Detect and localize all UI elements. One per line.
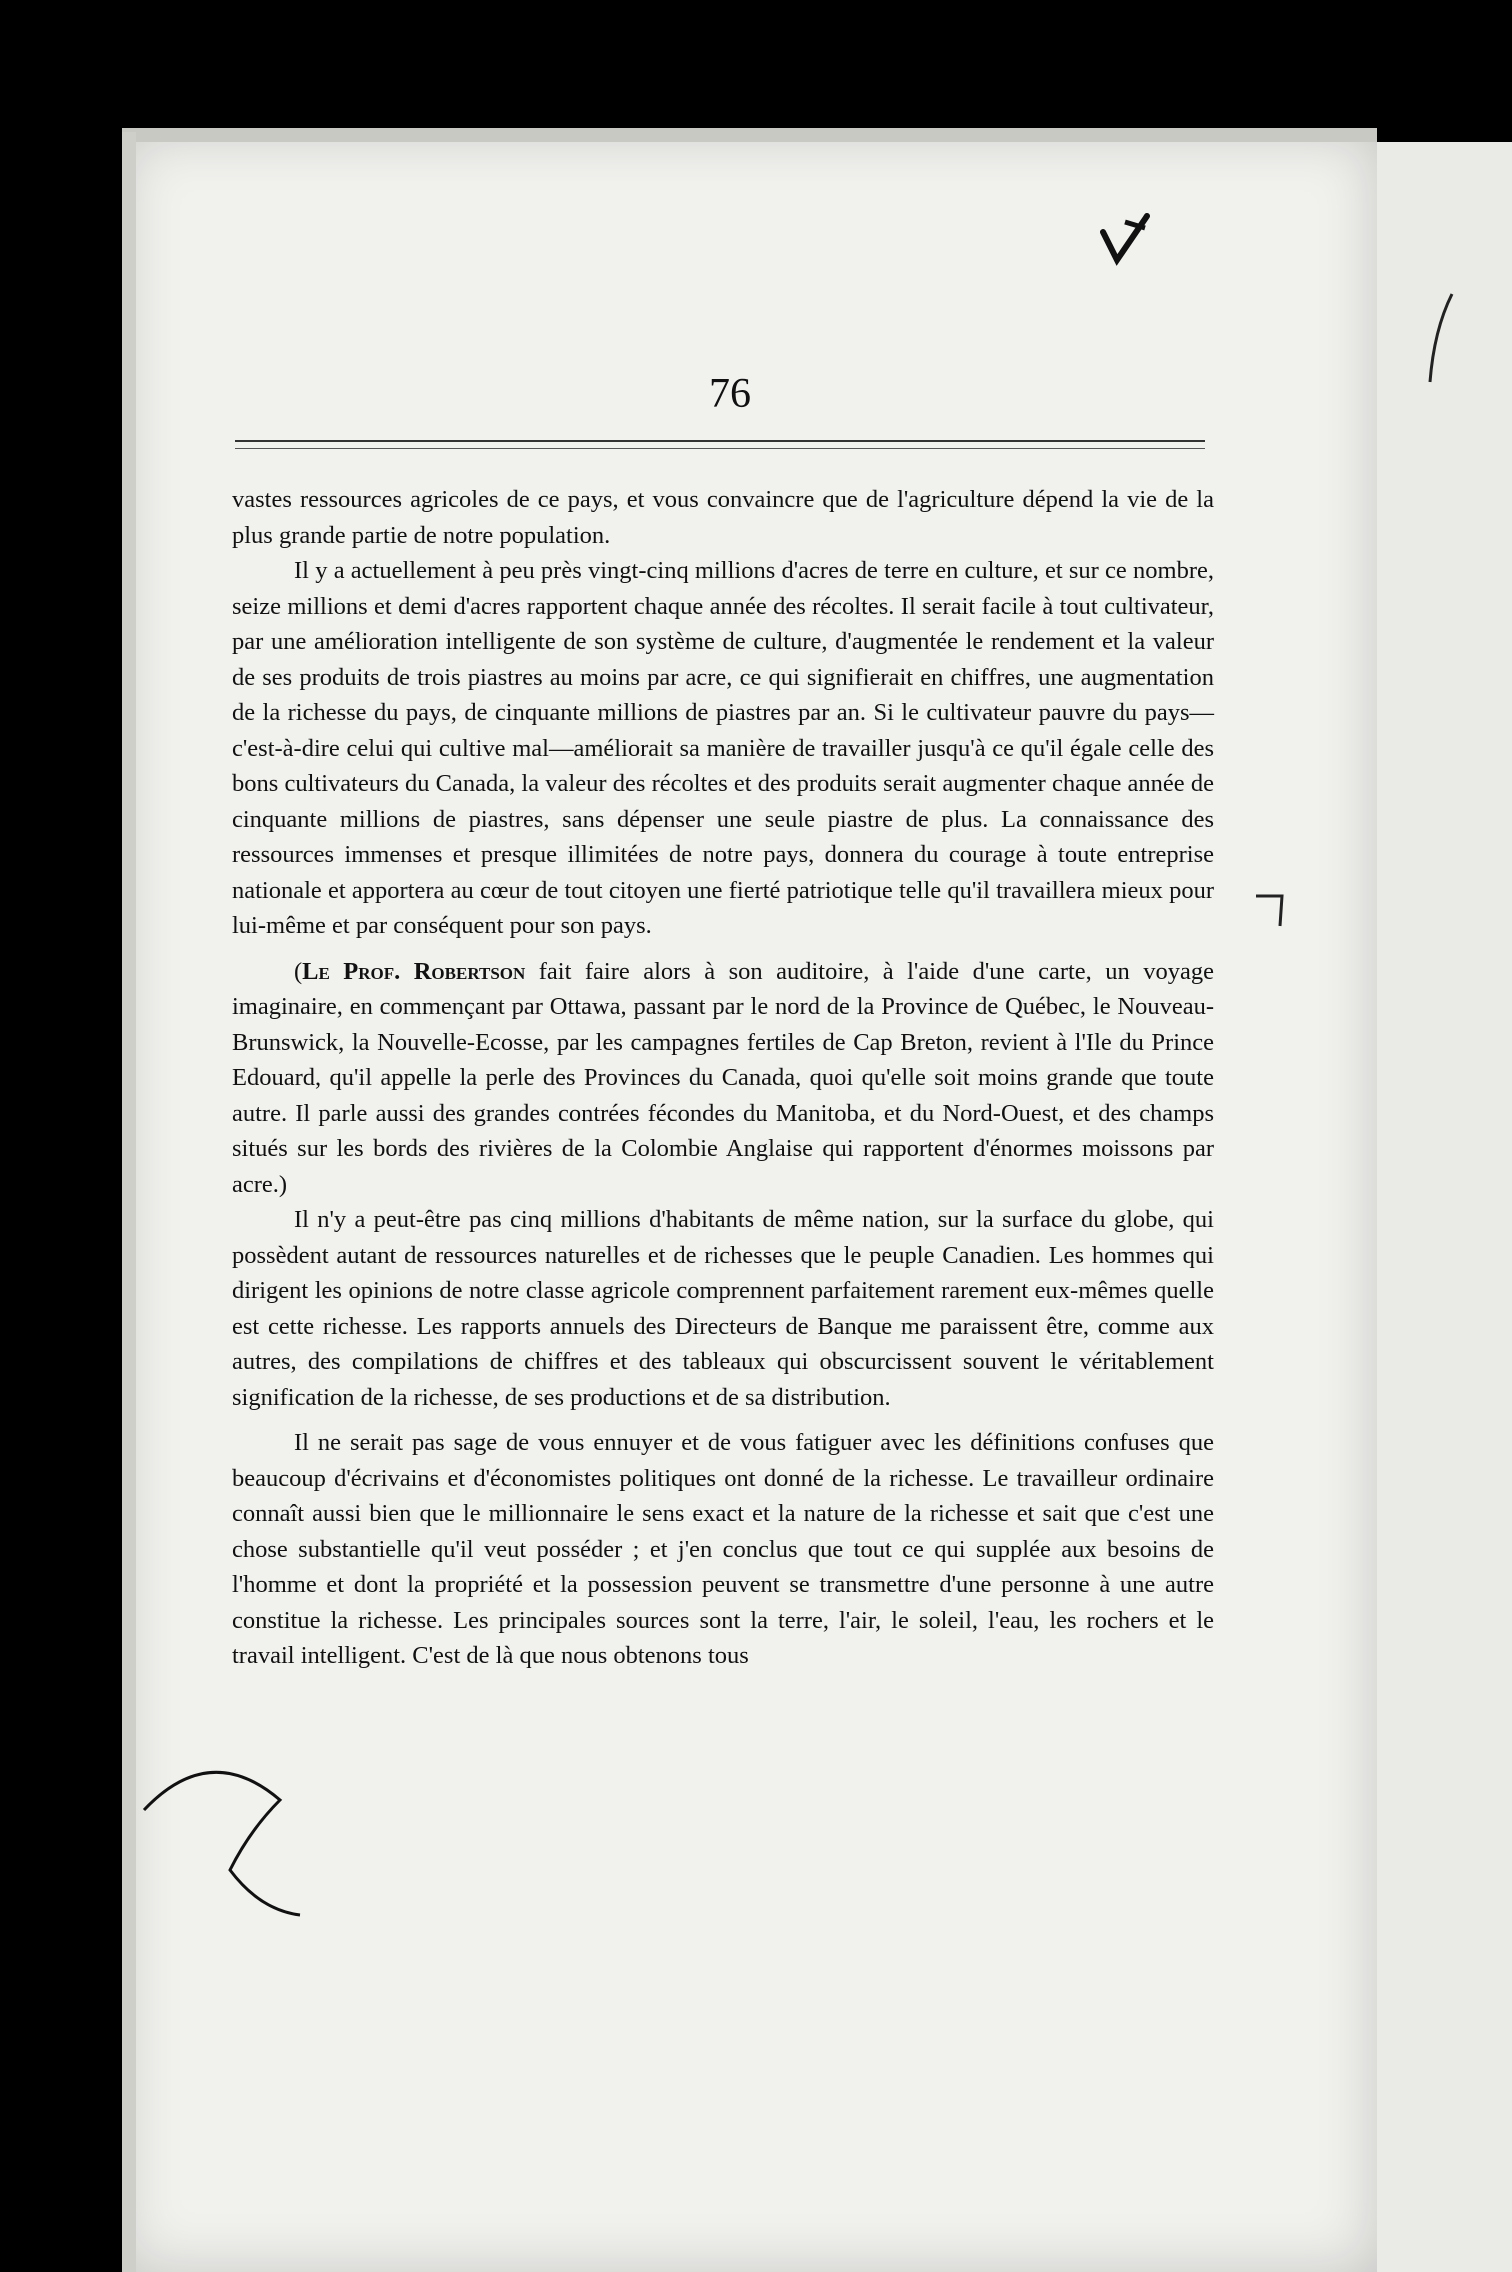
- header-rule-secondary: [235, 448, 1205, 449]
- paragraph-5: Il ne serait pas sage de vous ennuyer et de vous fatiguer avec les définitions confuses que beaucoup d'écrivains et d'économistes politiques ont donné de la richesse. Le travailleur ordinaire connaît aussi bien que le millionnaire le sens exact et la nature de la richesse et sait que c'est une chose substantielle qu'il veut posséder ; et j'en conclus que tout ce qui supplée aux besoins de l'homme et dont la propriété et la possession peuvent se transmettre d'une personne à une autre constitue la richesse. Les principales sources sont la terre, l'air, le soleil, l'eau, les rochers et le travail intelligent. C'est de là que nous obtenons tous: [232, 1429, 1214, 1669]
- page-number: 76: [709, 371, 751, 417]
- paragraph-3-text: fait faire alors à son auditoire, à l'aide d'une carte, un voyage imaginaire, en commençant par Ottawa, passant par le nord de la Province de Québec, le Nouveau-Brunswick, la Nouvelle-Ecosse, par les campagnes fertiles de Cap Breton, revient à l'Ile du Prince Edouard, qu'il appelle la perle des Provinces du Canada, quoi qu'elle soit moins grande que toute autre. Il parle aussi des grandes contrées fécondes du Manitoba, et du Nord-Ouest, et des champs situés sur les bords des rivières de la Colombie Anglaise qui rapportent d'énormes moissons par acre.): [232, 957, 1214, 1198]
- paragraph-3-open-paren: (: [294, 957, 303, 985]
- margin-curve-mark: [140, 1740, 350, 1920]
- page-body-text: [232, 482, 1214, 1674]
- header-rule: [235, 440, 1205, 442]
- paragraph-4: Il n'y a peut-être pas cinq millions d'habitants de même nation, sur la surface du globe, qui possèdent autant de ressources naturelles et de richesses que le peuple Canadien. Les hommes qui dirigent les opinions de notre classe agricole comprennent parfaitement rarement eux-mêmes quelle est cette richesse. Les rapports annuels des Directeurs de Banque me paraissent être, comme aux autres, des compilations de chiffres et des tableaux qui obscurcissent souvent le véritablement signification de la richesse, de ses productions et de sa distribution.: [232, 1206, 1214, 1411]
- page-left-edge: [122, 132, 136, 2272]
- paragraph-3: [232, 954, 1214, 1203]
- paragraph-2: Il y a actuellement à peu près vingt-cinq millions d'acres de terre en culture, et sur ce nombre, seize millions et demi d'acres rapportent chaque année des récoltes. Il serait facile à tout cultivateur, par une amélioration intelligente de son système de culture, d'augmentée le rendement et la valeur de ses produits de trois piastres au moins par acre, ce qui signifierait en chiffres, une augmentation de la richesse du pays, de cinquante millions de piastres par an. Si le cultivateur pauvre du pays—c'est-à-dire celui qui cultive mal—améliorait sa manière de travailler jusqu'à ce qu'il égale celle des bons cultivateurs du Canada, la valeur des récoltes et des produits serait augmenter chaque année de cinquante millions de piastres, sans dépenser une seule piastre de plus. La connaissance des ressources immenses et presque illimitées de notre pays, donnera du courage à toute entreprise nationale et apportera au cœur de tout citoyen une fierté patriotique telle qu'il travaillera mieux pour lui-même et par conséquent pour son pays.: [232, 557, 1214, 939]
- margin-pen-stroke: [1420, 290, 1460, 390]
- margin-bracket-mark: [1252, 890, 1292, 930]
- paragraph-1: vastes ressources agricoles de ce pays, et vous convaincre que de l'agriculture dépend la vie de la plus grande partie de notre population.: [232, 486, 1214, 549]
- adjacent-page-strip: [1377, 142, 1512, 2272]
- page-top-edge: [122, 128, 1377, 142]
- speaker-name: Le Prof. Robertson: [302, 957, 526, 985]
- handwritten-check-mark: [1095, 210, 1155, 270]
